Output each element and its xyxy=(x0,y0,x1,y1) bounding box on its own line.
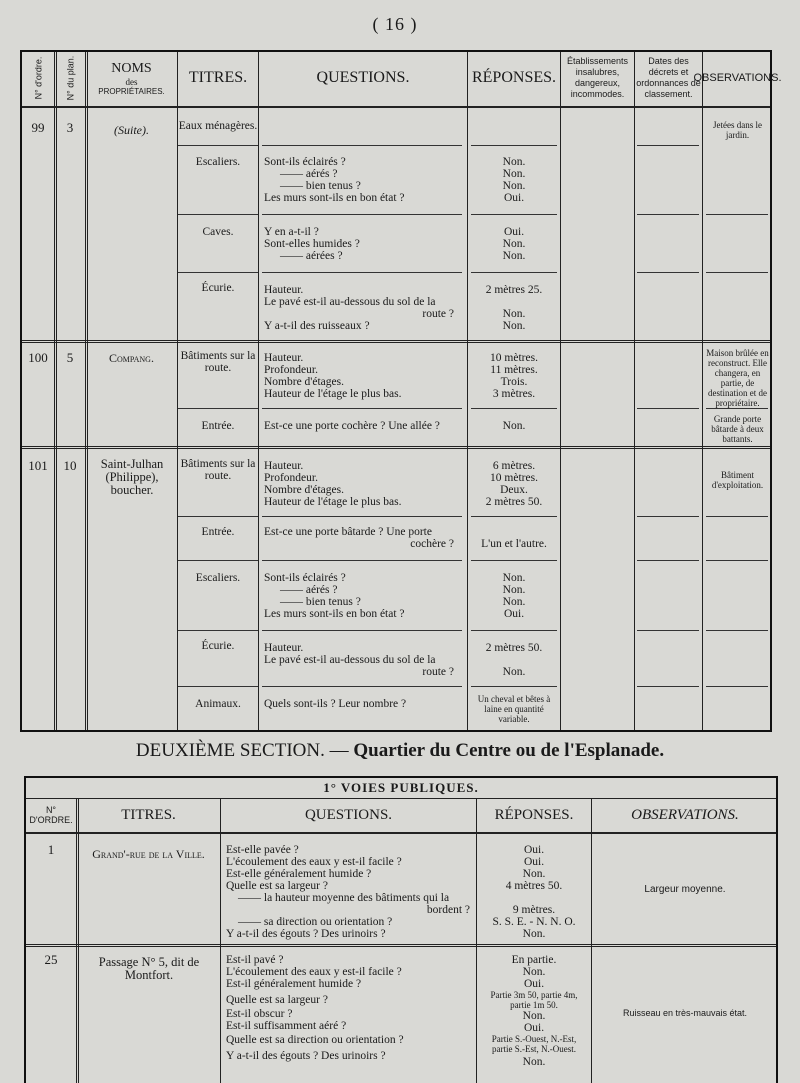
question: L'écoulement des eaux y est-il facile ? xyxy=(226,856,402,868)
answer: 2 mètres 25. xyxy=(485,284,543,296)
header-observations: OBSERVATIONS. xyxy=(631,806,739,823)
answer: Non. xyxy=(502,250,526,262)
question: Sont-elles humides ? xyxy=(264,238,360,250)
voies-publiques-table xyxy=(24,776,778,1083)
answer: Oui. xyxy=(503,192,525,204)
header-reponses: RÉPONSES. xyxy=(494,806,574,823)
answer: Partie 3m 50, partie 4m, partie 1m 50. xyxy=(490,990,578,1010)
answer: Non. xyxy=(502,666,526,678)
question: Profondeur. xyxy=(264,364,318,376)
section-quartier: Quartier du Centre ou de l'Esplanade. xyxy=(353,740,665,761)
entry-99-plan: 3 xyxy=(66,120,74,135)
entry-101-batiments-titre: Bâtiments sur la route. xyxy=(180,458,256,482)
question: Quelle est sa largeur ? xyxy=(226,880,328,892)
answer: Non. xyxy=(522,928,546,940)
entry-99-ordre: 99 xyxy=(31,120,45,135)
answer: Oui. xyxy=(503,608,525,620)
question: Est-elle généralement humide ? xyxy=(226,868,372,880)
answer: 3 mètres. xyxy=(492,388,536,400)
section-label: DEUXIÈME SECTION. — xyxy=(135,740,349,761)
question: Est-ce une porte bâtarde ? Une porte xyxy=(264,526,432,538)
question: Nombre d'étages. xyxy=(264,484,344,496)
answer: L'un et l'autre. xyxy=(481,538,547,550)
answer: 9 mètres. xyxy=(512,904,556,916)
question: Est-il pavé ? xyxy=(226,954,284,966)
answer: Un cheval et bêtes à laine en quantité variable. xyxy=(477,694,551,724)
answer: 10 mètres. xyxy=(490,472,538,484)
answer: En partie. xyxy=(511,954,557,966)
table-title: 1° VOIES PUBLIQUES. xyxy=(323,780,479,795)
page-number: ( 16 ) xyxy=(372,14,418,34)
question: —— la hauteur moyenne des bâtiments qui la xyxy=(238,892,450,904)
question: —— aérés ? xyxy=(280,584,338,596)
entry-1-obs: Largeur moyenne. xyxy=(644,884,726,895)
question: —— bien tenus ? xyxy=(280,180,361,192)
question: route ? xyxy=(422,666,454,678)
header-dates: Dates des décrets et ordonnances de classement. xyxy=(636,56,701,99)
answer: Oui. xyxy=(523,856,545,868)
answer: Non. xyxy=(502,180,526,192)
entry-101-escaliers-titre: Escaliers. xyxy=(195,572,241,584)
answer: Non. xyxy=(502,238,526,250)
question: Hauteur de l'étage le plus bas. xyxy=(264,388,402,400)
entry-101-batiments-obs: Bâtiment d'exploitation. xyxy=(711,470,764,490)
header-titres: TITRES. xyxy=(188,69,248,86)
entry-101-animaux-titre: Animaux. xyxy=(195,698,241,710)
answer: Non. xyxy=(502,156,526,168)
answer: Oui. xyxy=(503,226,525,238)
entry-100-batiments-titre: Bâtiments sur la route. xyxy=(180,350,256,374)
answer: Non. xyxy=(502,596,526,608)
section-title xyxy=(0,740,800,762)
entry-100-entree-titre: Entrée. xyxy=(201,420,235,432)
header-questions: QUESTIONS. xyxy=(304,806,393,823)
question: bordent ? xyxy=(426,904,470,916)
question: —— bien tenus ? xyxy=(280,596,361,608)
header-reponses: RÉPONSES. xyxy=(471,69,557,86)
entry-1-titre: Grand'-rue de la Ville. xyxy=(92,847,205,861)
question: Est-il obscur ? xyxy=(226,1008,293,1020)
question: Hauteur. xyxy=(264,284,304,296)
question: —— aérés ? xyxy=(280,168,338,180)
question: Est-il généralement humide ? xyxy=(226,978,362,990)
question: Les murs sont-ils en bon état ? xyxy=(264,192,405,204)
entry-100-ordre: 100 xyxy=(28,350,48,365)
answer: 11 mètres. xyxy=(490,364,538,376)
entry-99-ecurie-titre: Écurie. xyxy=(201,282,235,294)
answer: Non. xyxy=(522,868,546,880)
property-table xyxy=(20,50,782,732)
question: Y a-t-il des égouts ? Des urinoirs ? xyxy=(226,1050,386,1062)
entry-99-nom: (Suite). xyxy=(114,123,149,137)
answer: Deux. xyxy=(500,484,528,496)
question: Hauteur. xyxy=(264,642,304,654)
question: Y a-t-il des égouts ? Des urinoirs ? xyxy=(226,928,386,940)
answer: Trois. xyxy=(500,376,528,388)
answer: Non. xyxy=(502,320,526,332)
question: Nombre d'étages. xyxy=(264,376,344,388)
entry-101-entree-titre: Entrée. xyxy=(201,526,235,538)
answer: Oui. xyxy=(523,844,545,856)
entry-100-entree-obs: Grande porte bâtarde à deux battants. xyxy=(711,414,764,444)
answer: 10 mètres. xyxy=(490,352,538,364)
question: L'écoulement des eaux y est-il facile ? xyxy=(226,966,402,978)
entry-100-nom: Compang. xyxy=(109,351,154,365)
question: route ? xyxy=(422,308,454,320)
answer: 6 mètres. xyxy=(492,460,536,472)
entry-100-batiments-obs: Maison brûlée en reconstruct. Elle changera, en partie, de destination et de propriétaire. xyxy=(706,348,769,408)
entry-101-ordre: 101 xyxy=(28,458,48,473)
answer: Oui. xyxy=(523,978,545,990)
question: Sont-ils éclairés ? xyxy=(264,572,346,584)
answer: 2 mètres 50. xyxy=(485,642,543,654)
question: Profondeur. xyxy=(264,472,318,484)
answer: Non. xyxy=(502,420,526,432)
question: Y a-t-il des ruisseaux ? xyxy=(264,320,370,332)
answer: S. S. E. - N. N. O. xyxy=(492,916,576,928)
answer: Non. xyxy=(502,584,526,596)
question: Quels sont-ils ? Leur nombre ? xyxy=(264,698,407,710)
answer: Non. xyxy=(502,308,526,320)
entry-99-caves-titre: Caves. xyxy=(202,226,234,238)
question: —— aérées ? xyxy=(280,250,343,262)
entry-1-ordre: 1 xyxy=(47,842,55,857)
entry-101-ecurie-titre: Écurie. xyxy=(201,640,235,652)
entry-99-escaliers-titre: Escaliers. xyxy=(195,156,241,168)
answer: Non. xyxy=(522,966,546,978)
answer: 4 mètres 50. xyxy=(505,880,563,892)
header-ordre: N° d'ordre. xyxy=(33,56,43,100)
entry-25-titre: Passage N° 5, dit de Montfort. xyxy=(98,955,200,982)
question: Y en a-t-il ? xyxy=(264,226,319,238)
entry-101-plan: 10 xyxy=(63,458,77,473)
answer: Non. xyxy=(522,1010,546,1022)
question: Le pavé est-il au-dessous du sol de la xyxy=(264,296,436,308)
header-questions: QUESTIONS. xyxy=(316,69,410,86)
header-titres: TITRES. xyxy=(121,806,176,823)
question: Le pavé est-il au-dessous du sol de la xyxy=(264,654,436,666)
question: —— sa direction ou orientation ? xyxy=(238,916,393,928)
answer: Non. xyxy=(502,572,526,584)
header-noms: NOMS des PROPRIÉTAIRES. xyxy=(98,60,165,96)
question: Hauteur de l'étage le plus bas. xyxy=(264,496,402,508)
question: Hauteur. xyxy=(264,352,304,364)
question: Est-elle pavée ? xyxy=(226,844,299,856)
header-plan: N° du plan. xyxy=(65,55,76,101)
question: Sont-ils éclairés ? xyxy=(264,156,346,168)
header-etablissements: Établissements insalubres, dangereux, incommodes. xyxy=(566,56,629,99)
question: Hauteur. xyxy=(264,460,304,472)
question: Les murs sont-ils en bon état ? xyxy=(264,608,405,620)
question: Est-ce une porte cochère ? Une allée ? xyxy=(264,420,440,432)
entry-101-nom: Saint-Julhan (Philippe), boucher. xyxy=(100,457,164,497)
entry-99-eaux-titre: Eaux ménagères. xyxy=(178,120,258,132)
answer: Non. xyxy=(502,168,526,180)
answer: 2 mètres 50. xyxy=(485,496,543,508)
question: Est-il suffisamment aéré ? xyxy=(226,1020,347,1032)
header-ordre: N° D'ORDRE. xyxy=(29,805,73,825)
answer: Non. xyxy=(522,1056,546,1068)
question: cochère ? xyxy=(410,538,454,550)
question: Quelle est sa direction ou orientation ? xyxy=(226,1034,404,1046)
entry-25-obs: Ruisseau en très-mauvais état. xyxy=(622,1008,748,1018)
question: Quelle est sa largeur ? xyxy=(226,994,328,1006)
header-observations: OBSERVATIONS. xyxy=(693,72,782,84)
entry-99-eaux-obs: Jetées dans le jardin. xyxy=(713,120,762,140)
answer: Partie S.-Ouest, N.-Est, partie S.-Est, N.-Ouest. xyxy=(491,1034,577,1054)
entry-100-plan: 5 xyxy=(66,350,74,365)
answer: Oui. xyxy=(523,1022,545,1034)
entry-25-ordre: 25 xyxy=(44,952,58,967)
